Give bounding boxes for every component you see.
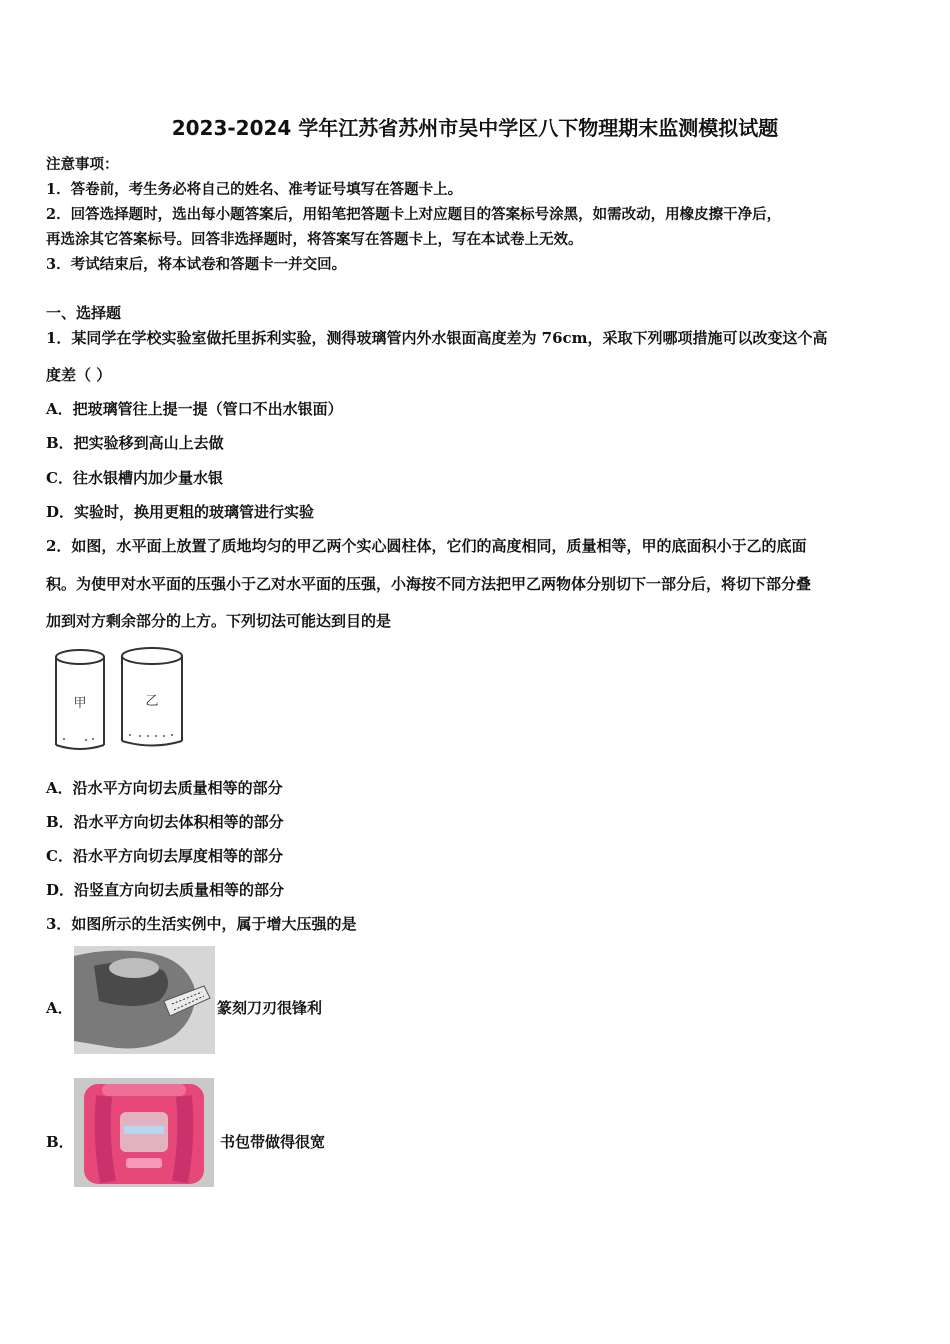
option-letter: A． [46, 999, 73, 1017]
question-2-stem: 2．如图，水平面上放置了质地均匀的甲乙两个实心圆柱体，它们的高度相同，质量相等，甲的底面积小于乙的底面 [46, 537, 807, 555]
notice-item: 再选涂其它答案标号。回答非选择题时，将答案写在答题卡上，写在本试卷上无效。 [46, 231, 583, 248]
cylinders-figure [48, 645, 188, 757]
page-title: 2023-2024 学年江苏省苏州市吴中学区八下物理期末监测模拟试题 [171, 116, 779, 140]
question-1-stem-cont: 度差（ ） [46, 366, 112, 384]
question-2-option-b: B．沿水平方向切去体积相等的部分 [46, 813, 284, 831]
option-letter: B． [46, 1133, 74, 1151]
question-3-stem: 3．如图所示的生活实例中，属于增大压强的是 [46, 915, 357, 933]
cylinder-label: 乙 [145, 694, 159, 709]
carving-knife-photo [74, 946, 215, 1054]
question-1-option-a: A．把玻璃管往上提一提（管口不出水银面） [46, 400, 343, 418]
question-1-stem: 1．某同学在学校实验室做托里拆利实验，测得玻璃管内外水银面高度差为 76cm，采取下列哪项措施可以改变这个高 [46, 329, 828, 347]
question-1-option-b: B．把实验移到高山上去做 [46, 434, 224, 452]
question-2-stem-cont: 积。为使甲对水平面的压强小于乙对水平面的压强，小海按不同方法把甲乙两物体分别切下一部分后，将切下部分叠 [46, 575, 812, 593]
question-2-stem-cont: 加到对方剩余部分的上方。下列切法可能达到目的是 [46, 612, 392, 630]
cylinder-label: 甲 [73, 696, 87, 711]
option-a-caption: 篆刻刀刃很锋利 [217, 999, 323, 1017]
option-b-caption: 书包带做得很宽 [220, 1133, 326, 1151]
notice-heading: 注意事项： [46, 156, 119, 173]
question-1-option-d: D．实验时，换用更粗的玻璃管进行实验 [46, 503, 315, 521]
question-2-option-c: C．沿水平方向切去厚度相等的部分 [46, 847, 283, 865]
question-1-option-c: C．往水银槽内加少量水银 [46, 469, 223, 487]
notice-item: 3．考试结束后，将本试卷和答题卡一并交回。 [46, 256, 347, 273]
question-2-option-d: D．沿竖直方向切去质量相等的部分 [46, 881, 285, 899]
notice-item: 2．回答选择题时，选出每小题答案后，用铅笔把答题卡上对应题目的答案标号涂黑，如需改动，用橡皮擦干净后， [46, 206, 782, 223]
section-heading: 一、选择题 [46, 304, 122, 322]
dots-decoration [63, 734, 173, 741]
notice-item: 1．答卷前，考生务必将自己的姓名、准考证号填写在答题卡上。 [46, 181, 463, 198]
question-2-option-a: A．沿水平方向切去质量相等的部分 [46, 779, 283, 797]
backpack-photo [74, 1078, 214, 1187]
